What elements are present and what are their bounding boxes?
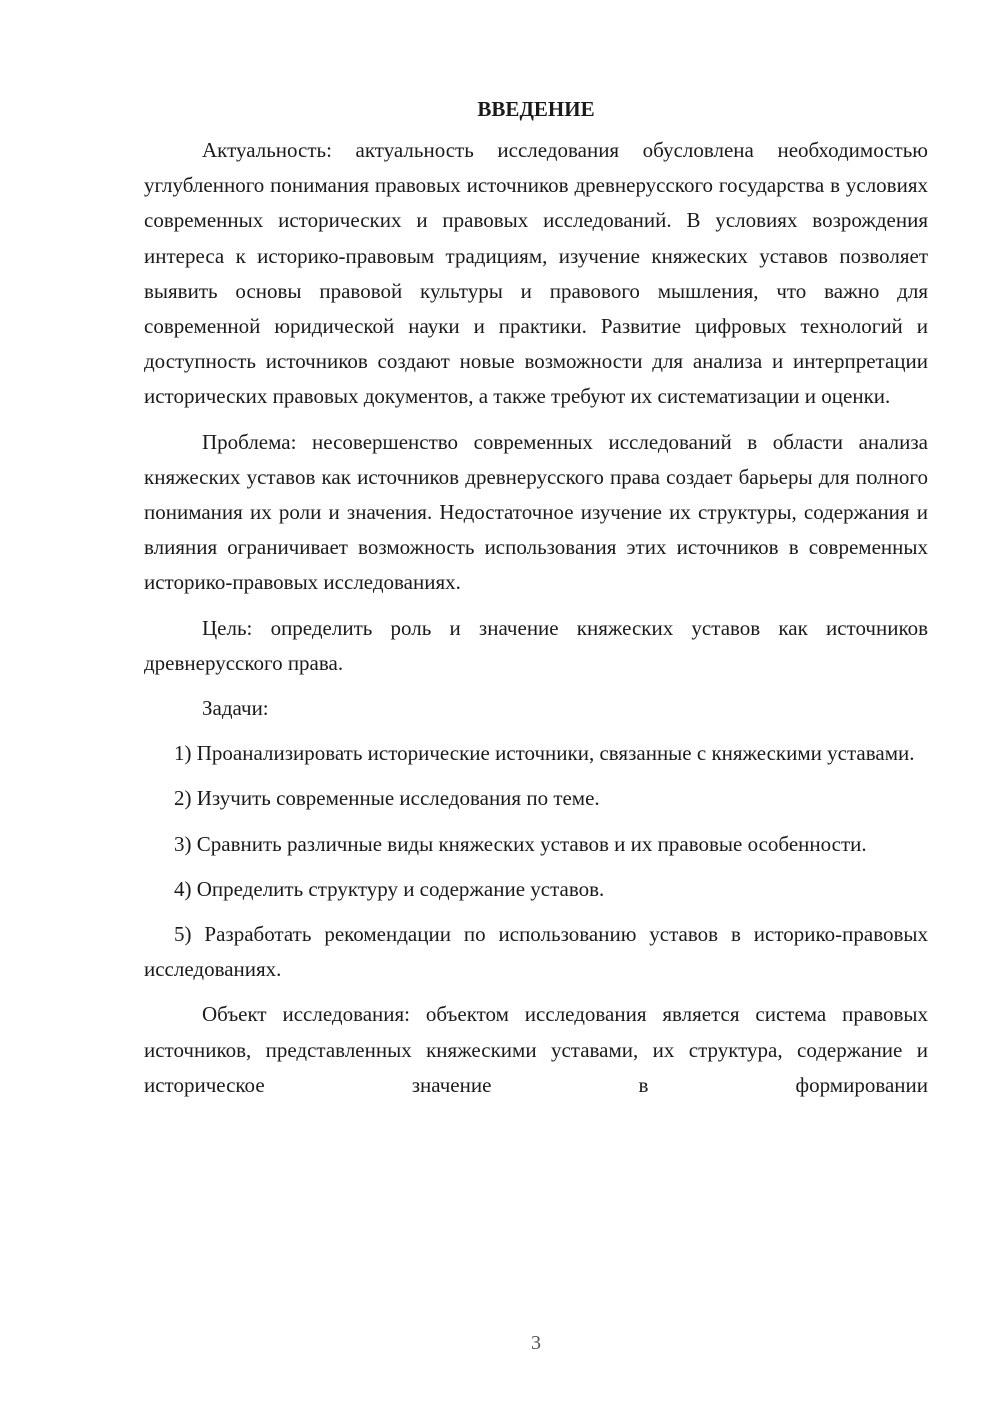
paragraph-object: Объект исследования: объектом исследования является система правовых источников, представленных княжескими уставами, их структура, содержание и историческое значение в формировании (144, 1002, 928, 1097)
task-item-2: 2) Изучить современные исследования по теме. (174, 786, 600, 811)
paragraph-goal: Цель: определить роль и значение княжеских уставов как источников древнерусского права. (144, 615, 928, 675)
task-item-1: 1) Проанализировать исторические источники, связанные с княжескими уставами. (174, 741, 915, 766)
page-content (144, 92, 928, 1103)
task-item-3: 3) Сравнить различные виды княжеских уставов и их правовые особенности. (174, 831, 867, 856)
task-item-4: 4) Определить структуру и содержание уставов. (174, 876, 605, 901)
tasks-heading: Задачи: (202, 696, 269, 721)
paragraph-problem: Проблема: несовершенство современных исследований в области анализа княжеских уставов как источников древнерусского права создает барьеры для полного понимания их роли и значения. Недостаточное изучение их структуры, содержания и влияния ограничивает возможность использования этих источников в современных историко-правовых исследованиях. (144, 429, 928, 595)
paragraph-relevance: Актуальность: актуальность исследования обусловлена необходимостью углубленного понимания правовых источников древнерусского государства в условиях современных исторических и правовых исследований. В условиях возрождения интереса к историко-правовым традициям, изучение княжеских уставов позволяет выявить основы правовой культуры и правового мышления, что важно для современной юридической науки и практики. Развитие цифровых технологий и доступность источников создают новые возможности для анализа и интерпретации исторических правовых документов, а также требуют их систематизации и оценки. (144, 138, 928, 409)
section-title: ВВЕДЕНИЕ (477, 97, 595, 121)
task-item-5: 5) Разработать рекомендации по использованию уставов в историко-правовых исследованиях. (144, 922, 928, 982)
page-number: 3 (531, 1332, 541, 1354)
